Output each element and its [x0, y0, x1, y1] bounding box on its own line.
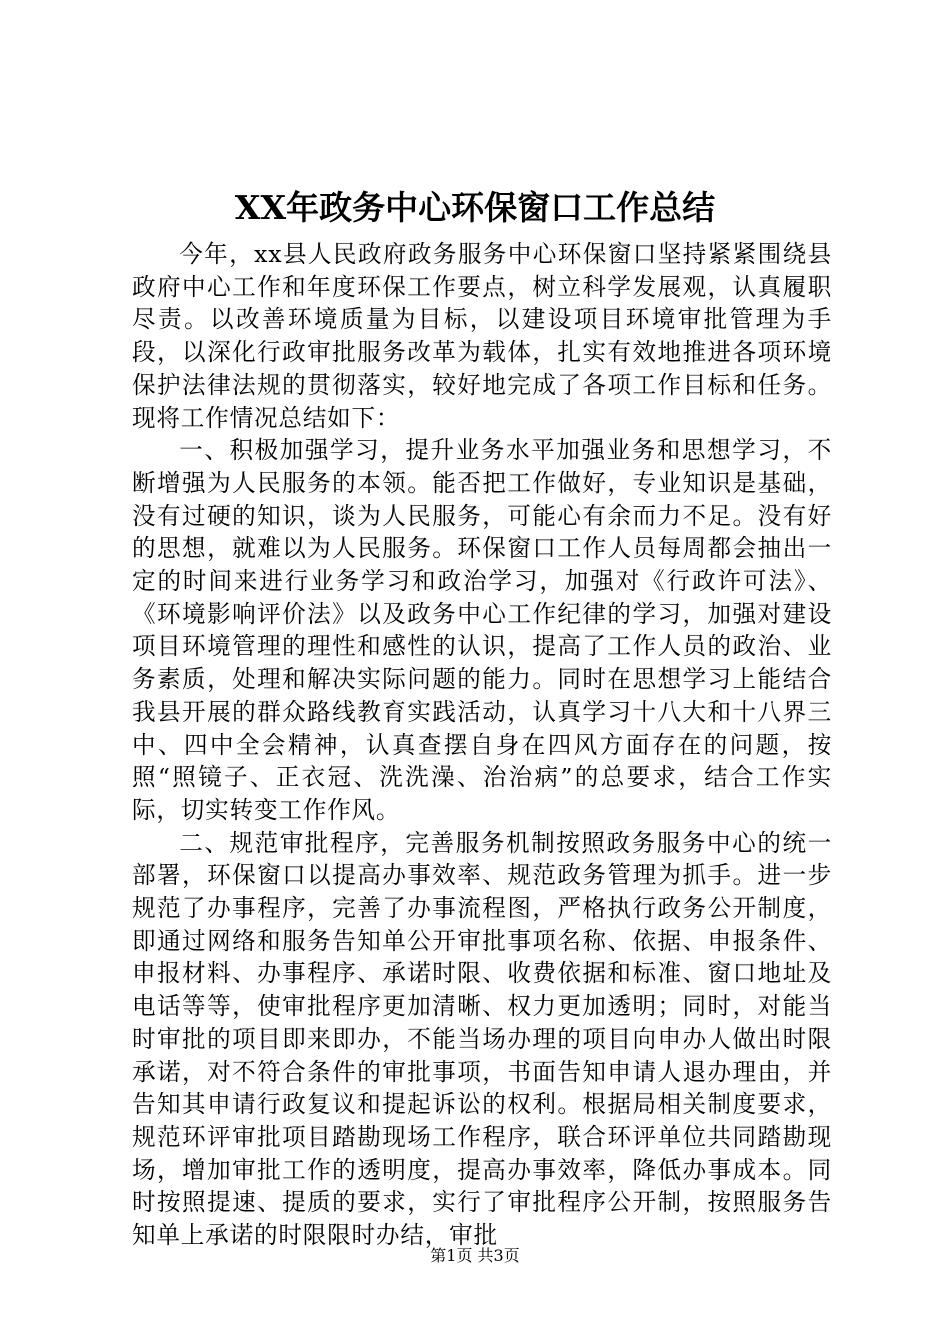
- page-number-footer: 第1页 共3页: [430, 1246, 520, 1265]
- document-title: XX年政务中心环保窗口工作总结: [234, 188, 716, 227]
- paragraph-intro: 今年，xx县人民政府政务服务中心环保窗口坚持紧紧围绕县政府中心工作和年度环保工作要点，树立科学发展观，认真履职尽责。以改善环境质量为目标，以建设项目环境审批管理为手段，以深化行政审批服务改革为载体，扎实有效地推进各项环境保护法律法规的贯彻落实，较好地完成了各项工作目标和任务。现将工作情况总结如下：: [132, 240, 832, 432]
- document-body: [132, 238, 832, 1252]
- paragraph-section-2: 二、规范审批程序，完善服务机制按照政务服务中心的统一部署，环保窗口以提高办事效率、规范政务管理为抓手。进一步规范了办事程序，完善了办事流程图，严格执行政务公开制度，即通过网络和服务告知单公开审批事项名称、依据、申报条件、申报材料、办事程序、承诺时限、收费依据和标准、窗口地址及电话等等，使审批程序更加清晰、权力更加透明；同时，对能当时审批的项目即来即办，不能当场办理的项目向申办人做出时限承诺，对不符合条件的审批事项，书面告知申请人退办理由，并告知其申请行政复议和提起诉讼的权利。根据局相关制度要求，规范环评审批项目踏勘现场工作程序，联合环评单位共同踏勘现场，增加审批工作的透明度，提高办事效率，降低办事成本。同时按照提速、提质的要求，实行了审批程序公开制，按照服务告知单上承诺的时限限时办结，审批: [132, 828, 832, 1250]
- paragraph-section-1: 一、积极加强学习，提升业务水平加强业务和思想学习，不断增强为人民服务的本领。能否把工作做好，专业知识是基础，没有过硬的知识，谈为人民服务，可能心有余而力不足。没有好的思想，就难以为人民服务。环保窗口工作人员每周都会抽出一定的时间来进行业务学习和政治学习，加强对《行政许可法》、《环境影响评价法》以及政务中心工作纪律的学习，加强对建设项目环境管理的理性和感性的认识，提高了工作人员的政治、业务素质，处理和解决实际问题的能力。同时在思想学习上能结合我县开展的群众路线教育实践活动，认真学习十八大和十八界三中、四中全会精神，认真查摆自身在四风方面存在的问题，按照“照镜子、正衣冠、洗洗澡、治治病”的总要求，结合工作实际，切实转变工作作风。: [132, 436, 832, 824]
